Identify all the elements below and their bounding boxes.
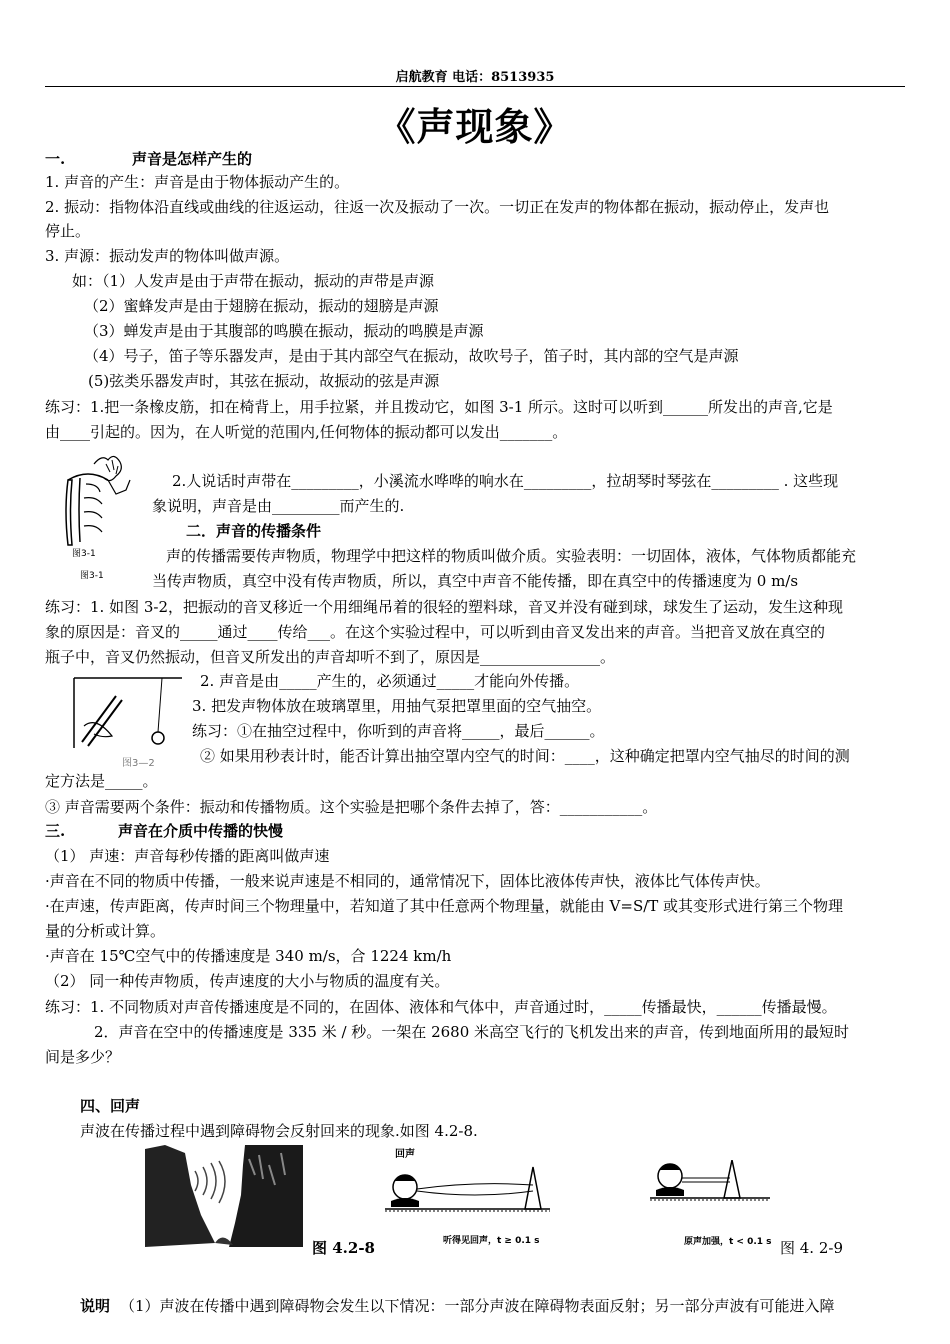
figure-3-1-caption: 图3-1 — [72, 549, 96, 559]
s3-p2: ·声音在不同的物质中传播，一般来说声速是不相同的，通常情况下，固体比液体传声快，液体比气体传声快。 — [45, 872, 770, 890]
figure-3-1-caption-2: 图3-1 — [80, 571, 104, 581]
s3-practice-1: 练习：1. 不同物质对声音传播速度是不同的，在固体、液体和气体中，声音通过时，_____传播最快，______传播最慢。 — [45, 998, 837, 1016]
s2-practice-3: 3. 把发声物体放在玻璃罩里，用抽气泵把罩里面的空气抽空。 — [192, 697, 602, 715]
s2-heading: 二．声音的传播条件 — [186, 522, 322, 540]
figure-4-2-9-caption: 图 4. 2-9 — [780, 1239, 844, 1257]
figure-3-1 — [58, 450, 138, 582]
s2-practice-5b: 定方法是_____。 — [45, 772, 158, 790]
s3-practice-2b: 间是多少？ — [45, 1048, 121, 1066]
note-text: （1）声波在传播中遇到障碍物会发生以下情况：一部分声波在障碍物表面反射；另一部分声波有可能进入障 — [120, 1297, 835, 1315]
s1-practice-1b: 由____引起的。因为，在人听觉的范围内,任何物体的振动都可以发出_______。 — [45, 423, 568, 441]
s1-practice-2b: 象说明，声音是由_________而产生的. — [152, 497, 405, 515]
figure-3-2-caption: 图3—2 — [122, 758, 155, 769]
s2-p1a: 声的传播需要传声物质，物理学中把这样的物质叫做介质。实验表明：一切固体，液体，气体物质都能充 — [166, 547, 857, 565]
s2-practice-2: 2. 声音是由_____产生的，必须通过_____才能向外传播。 — [200, 672, 580, 690]
s1-heading-number: 一. — [45, 150, 66, 168]
s3-p4: ·声音在 15℃空气中的传播速度是 340 m/s，合 1224 km/h — [45, 947, 452, 965]
s3-p5: （2） 同一种传声物质，传声速度的大小与物质的温度有关。 — [45, 972, 450, 990]
person-near-wall-illustration — [650, 1160, 780, 1224]
s3-practice-2a: 2．声音在空中的传播速度是 335 米 / 秒。一架在 2680 米高空飞行的飞机发出来的声音，传到地面所用的最短时 — [94, 1023, 850, 1041]
echo-label: 回声 — [395, 1149, 415, 1160]
s1-p2b: 停止。 — [45, 222, 91, 240]
canyon-echo-illustration — [145, 1145, 303, 1247]
figure-3-2 — [72, 676, 184, 768]
s1-heading: 声音是怎样产生的 — [132, 150, 253, 168]
s2-practice-1c: 瓶子中，音叉仍然振动，但音叉所发出的声音却听不到了，原因是________________。 — [45, 648, 616, 666]
s1-example-4: （4）号子，笛子等乐器发声，是由于其内部空气在振动，故吹号子，笛子时，其内部的空气是声源 — [84, 347, 739, 365]
s3-heading-number: 三. — [45, 822, 66, 840]
echo-caption-2: 原声加强，t < 0.1 s — [684, 1237, 772, 1247]
page-header: 启航教育 电话：8513935 — [395, 70, 555, 85]
s4-p1: 声波在传播过程中遇到障碍物会反射回来的现象.如图 4.2-8. — [80, 1122, 478, 1140]
figure-4-2-8-photo — [145, 1145, 303, 1247]
s2-practice-5a: ② 如果用秒表计时，能否计算出抽空罩内空气的时间：____，这种确定把罩内空气抽尽的时间的测 — [200, 747, 850, 765]
s1-example-5: (5)弦类乐器发声时，其弦在振动，故振动的弦是声源 — [88, 372, 440, 390]
note-label: 说明 — [80, 1297, 111, 1315]
s1-example-3: （3）蝉发声是由于其腹部的鸣膜在振动，振动的鸣膜是声源 — [84, 322, 484, 340]
figure-4-2-8-caption: 图 4.2-8 — [312, 1239, 375, 1257]
s1-practice-2a: 2.人说话时声带在_________，小溪流水哗哗的响水在_________，拉胡琴时琴弦在_________ . 这些现 — [172, 472, 839, 490]
rubber-band-chair-illustration — [58, 450, 138, 582]
echo-caption-1: 听得见回声，t ≥ 0.1 s — [443, 1236, 540, 1246]
page-title: 《声现象》 — [377, 104, 573, 149]
s3-p1: （1） 声速：声音每秒传播的距离叫做声速 — [45, 847, 330, 865]
echo-diagram-heard — [385, 1145, 555, 1247]
s3-heading: 声音在介质中传播的快慢 — [118, 822, 284, 840]
s1-practice-1a: 练习：1.把一条橡皮筋，扣在椅背上，用手拉紧，并且拨动它，如图 3-1 所示。这时可以听到______所发出的声音,它是 — [45, 398, 833, 416]
s1-example-1: 如：（1）人发声是由于声带在振动，振动的声带是声源 — [72, 272, 435, 290]
s1-p3: 3. 声源：振动发声的物体叫做声源。 — [45, 247, 290, 265]
s2-practice-1b: 象的原因是：音叉的_____通过____传给___。在这个实验过程中，可以听到由音叉发出来的声音。当把音叉放在真空的 — [45, 623, 826, 641]
s2-p1b: 当传声物质，真空中没有传声物质，所以，真空中声音不能传播，即在真空中的传播速度为 0 m/s — [152, 572, 799, 590]
s3-p3a: ·在声速，传声距离，传声时间三个物理量中，若知道了其中任意两个物理量，就能由 V=S/T 或其变形式进行第三个物理 — [45, 897, 844, 915]
person-wall-echo-illustration — [385, 1161, 555, 1241]
s1-p2a: 2. 振动：指物体沿直线或曲线的往返运动，往返一次及振动了一次。一切正在发声的物体都在振动，振动停止，发声也 — [45, 198, 830, 216]
s2-practice-6: ③ 声音需要两个条件：振动和传播物质。这个实验是把哪个条件去掉了，答：___________。 — [45, 798, 658, 816]
s2-practice-4: 练习：①在抽空过程中，你听到的声音将_____，最后______。 — [192, 722, 605, 740]
echo-diagram-reinforced — [650, 1160, 780, 1246]
s3-p3b: 量的分析或计算。 — [45, 922, 166, 940]
header-rule — [45, 86, 905, 87]
s1-example-2: （2）蜜蜂发声是由于翅膀在振动，振动的翅膀是声源 — [84, 297, 439, 315]
s1-p1: 1. 声音的产生：声音是由于物体振动产生的。 — [45, 173, 350, 191]
s2-practice-1a: 练习：1. 如图 3-2，把振动的音叉移近一个用细绳吊着的很轻的塑料球，音叉并没有碰到球，球发生了运动，发生这种现 — [45, 598, 844, 616]
s4-heading: 四、回声 — [80, 1097, 141, 1115]
